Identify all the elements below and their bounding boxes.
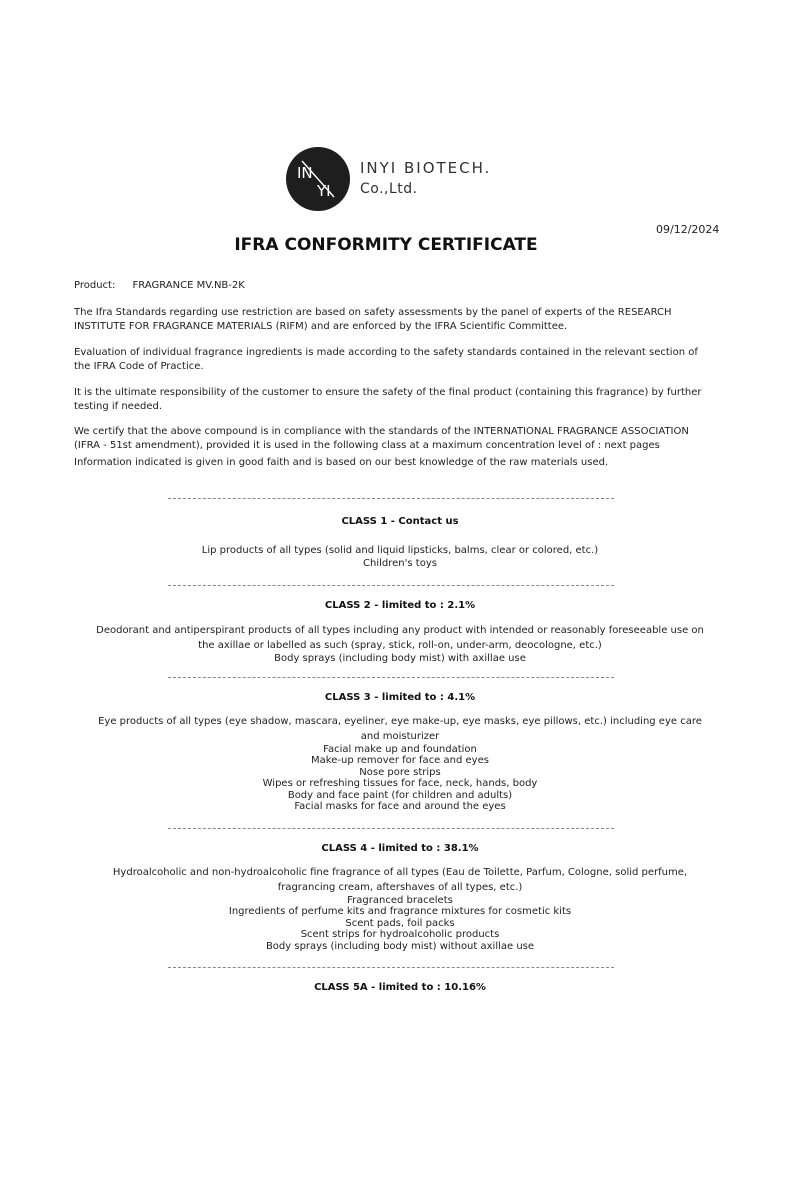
class-item: Body sprays (including body mist) with axillae use [274,653,526,664]
divider [168,585,614,586]
class-4-body [88,865,712,952]
class-3-heading: CLASS 3 - limited to : 4.1% [324,692,476,703]
class-item: Scent pads, foil packs [345,917,455,929]
divider [168,677,614,678]
class-item: Children's toys [363,558,437,569]
class-item: Body sprays (including body mist) without axillae use [265,940,535,952]
company-logo [286,147,491,211]
company-name: INYI BIOTECH. [360,159,492,177]
class-item: Lip products of all types (solid and liquid lipsticks, balms, clear or colored, etc.) [201,545,599,556]
logo-monogram [286,147,350,211]
class-4-heading: CLASS 4 - limited to : 38.1% [321,843,479,854]
class-item: Make-up remover for face and eyes [311,755,489,767]
logo-monogram-top: IN [297,164,313,182]
page-title: IFRA CONFORMITY CERTIFICATE [234,235,538,255]
paragraph-evaluation: Evaluation of individual fragrance ingredients is made according to the safety standards contained in the relevant section of the IFRA Code of Practice. [74,347,698,372]
class-1-heading: CLASS 1 - Contact us [341,516,459,527]
paragraph-good-faith: Information indicated is given in good faith and is based on our best knowledge of the raw materials used. [74,457,609,468]
class-5a-heading: CLASS 5A - limited to : 10.16% [314,982,486,993]
class-item: Ingredients of perfume kits and fragrance mixtures for cosmetic kits [228,906,572,918]
divider [168,498,614,499]
product-value: FRAGRANCE MV.NB-2K [132,280,245,291]
class-item: Deodorant and antiperspirant products of all types including any product with intended or reasonably foreseeable use on the axillae or labelled as such (spray, stick, roll-on, under-arm, deocologne, etc.) [96,625,704,651]
company-suffix: Co.,Ltd. [360,181,418,197]
class-item: Fragranced bracelets [347,895,453,906]
divider [168,967,614,968]
paragraph-standards: The Ifra Standards regarding use restriction are based on safety assessments by the panel of experts of the RESEARCH INSTITUTE FOR FRAGRANCE MATERIALS (RIFM) and are enforced by the IFRA Scientific Committee. [74,307,672,332]
class-item: Wipes or refreshing tissues for face, neck, hands, body [262,778,538,790]
class-1-body [88,543,712,569]
class-2-body [88,623,712,664]
class-3-body [88,714,712,812]
class-item: Facial masks for face and around the eyes [294,801,506,813]
class-item: Hydroalcoholic and non-hydroalcoholic fine fragrance of all types (Eau de Toilette, Parfum, Cologne, solid perfume, fragrancing cream, aftershaves of all types, etc.) [112,867,688,893]
logo-monogram-bottom: YI [317,182,331,200]
paragraph-certification: We certify that the above compound is in compliance with the standards of the INTERNATIONAL FRAGRANCE ASSOCIATION (IFRA - 51st amendment), provided it is used in the following class at a maximum concentration level of : next pages [74,426,689,451]
class-item: Scent strips for hydroalcoholic products [300,929,500,941]
product-line [74,280,245,291]
paragraph-responsibility: It is the ultimate responsibility of the customer to ensure the safety of the final product (containing this fragrance) by further testing if needed. [74,387,702,412]
class-item: Eye products of all types (eye shadow, mascara, eyeliner, eye make-up, eye masks, eye pillows, etc.) including eye care and moisturizer [98,716,702,742]
class-item: Facial make up and foundation [323,744,477,755]
class-item: Body and face paint (for children and adults) [287,789,513,801]
product-label: Product: [74,280,116,291]
certificate-date: 09/12/2024 [656,223,720,236]
class-item: Nose pore strips [359,766,441,778]
class-2-heading: CLASS 2 - limited to : 2.1% [324,600,476,611]
divider [168,828,614,829]
